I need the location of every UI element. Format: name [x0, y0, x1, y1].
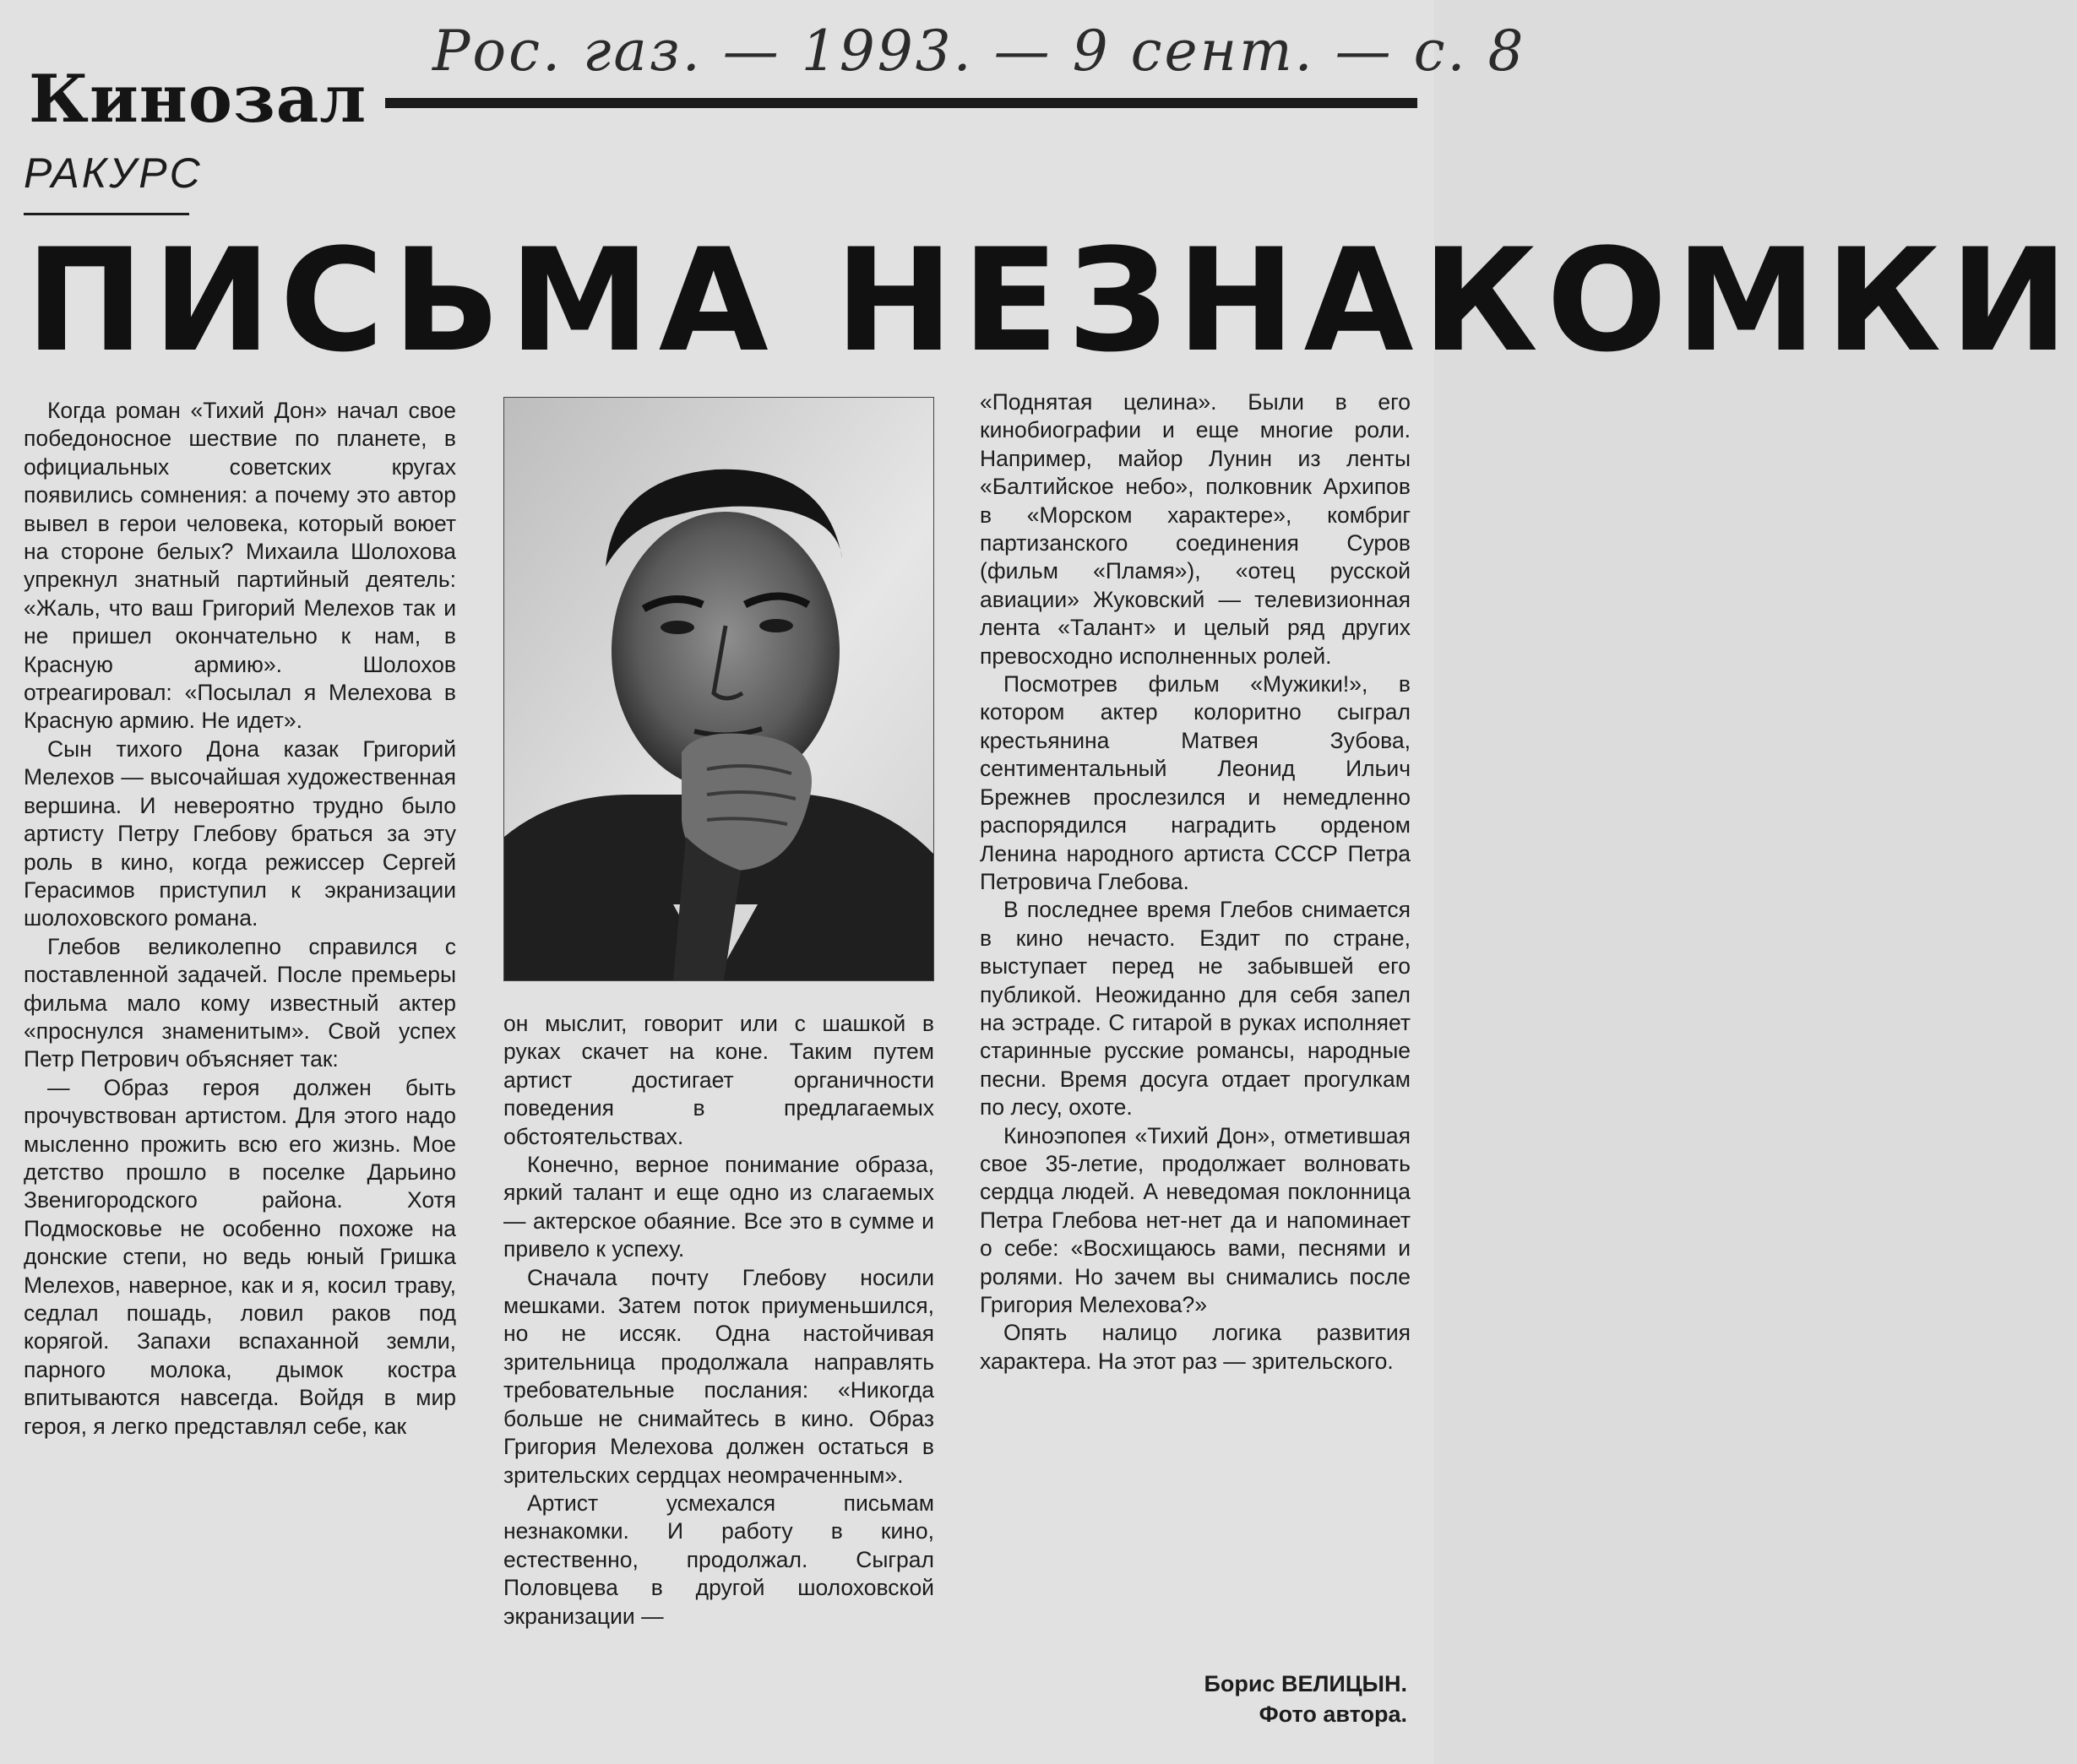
paragraph: Глебов великолепно справился с поставленной задачей. После премьеры фильма мало кому известный актер «проснулся знаменитым». Свой успех Петр Петрович объясняет так:	[24, 933, 456, 1072]
paragraph: Посмотрев фильм «Мужики!», в котором актер колоритно сыграл крестьянина Матвея Зубова, сентиментальный Леонид Ильич Брежнев прослезился и немедленно распорядился наградить орденом Ленина народного артиста СССР Петра Петровича Глебова.	[980, 671, 1411, 894]
article-column-middle	[503, 1010, 934, 1631]
paragraph: Сначала почту Глебову носили мешками. Затем поток приуменьшился, но не иссяк. Одна настойчивая зрительница продолжала направлять требовательные послания: «Никогда больше не снимайтесь в кино. Образ Григория Мелехова должен остаться в зрительских сердцах неомраченным».	[503, 1264, 934, 1488]
paragraph: «Поднятая целина». Были в его кинобиографии и еще многие роли. Например, майор Лунин из ленты «Балтийское небо», полковник Архипов в «Морском характере», комбриг партизанского соединения Суров (фильм «Пламя»), «отец русской авиации» Жуковский — телевизионная лента «Талант» и целый ряд других превосходно исполненных ролей.	[980, 389, 1411, 669]
author-photo	[503, 397, 934, 981]
section-title: Кинозал	[29, 61, 367, 138]
paragraph: — Образ героя должен быть прочувствован артистом. Для этого надо мысленно прожить всю его жизнь. Мое детство прошло в поселке Дарьино Звенигородского района. Хотя Подмосковье не особенно похоже на донские степи, но ведь юный Гришка Мелехов, наверное, как и я, косил траву, седлал пошадь, ловил раков под корягой. Запахи вспаханной земли, парного молока, дымок костра впитываются навсегда. Войдя в мир героя, я легко представлял себе, как	[24, 1074, 456, 1439]
paragraph: Киноэпопея «Тихий Дон», отметившая свое 35-летие, продолжает волновать сердца людей. А неведомая поклонница Петра Глебова нет-нет да и напоминает о себе: «Восхищаюсь вами, песнями и ролями. Но зачем вы снимались после Григория Мелехова?»	[980, 1122, 1411, 1317]
article-column-right	[980, 388, 1411, 1376]
article-column-left	[24, 397, 456, 1441]
headline: ПИСЬМА НЕЗНАКОМКИ	[25, 218, 2077, 383]
rubric-label: РАКУРС	[24, 149, 203, 197]
author-name: Борис ВЕЛИЦЫН.	[1204, 1671, 1407, 1696]
photo-credit: Фото автора.	[1259, 1702, 1407, 1727]
handwritten-source-note: Рос. газ. — 1993. — 9 сент. — с. 8	[432, 19, 1526, 84]
paragraph: Когда роман «Тихий Дон» начал свое победоносное шествие по планете, в официальных советских кругах появились сомнения: а почему это автор вывел в герои человека, который воюет на стороне белых? Михаила Шолохова упрекнул знатный партийный деятель: «Жаль, что ваш Григорий Мелехов так и не пришел окончательно к нам, в Красную армию». Шолохов отреагировал: «Посылал я Мелехова в Красную армию. Не идет».	[24, 398, 456, 734]
paragraph: Конечно, верное понимание образа, яркий талант и еще одно из слагаемых — актерское обаяние. Все это в сумме и привело к успеху.	[503, 1152, 934, 1262]
paragraph: Опять налицо логика развития характера. На этот раз — зрительского.	[980, 1320, 1411, 1374]
byline	[980, 1669, 1407, 1729]
paragraph: Сын тихого Дона казак Григорий Мелехов — высочайшая художественная вершина. И невероятно трудно было артисту Петру Глебову браться за эту роль в кино, когда режиссер Сергей Герасимов приступил к экранизации шолоховского романа.	[24, 735, 456, 931]
section-rule	[385, 98, 1417, 108]
paragraph: Артист усмехался письмам незнакомки. И работу в кино, естественно, продолжал. Сыграл Половцева в другой шолоховской экранизации —	[503, 1490, 934, 1629]
rubric-underline	[24, 213, 189, 215]
paragraph: В последнее время Глебов снимается в кино нечасто. Ездит по стране, выступает перед не забывшей его публикой. Неожиданно для себя запел на эстраде. С гитарой в руках исполняет старинные русские романсы, народные песни. Время досуга отдает прогулкам по лесу, охоте.	[980, 897, 1411, 1121]
paragraph: он мыслит, говорит или с шашкой в руках скачет на коне. Таким путем артист достигает органичности поведения в предлагаемых обстоятельствах.	[503, 1011, 934, 1149]
portrait-photo-image	[504, 398, 933, 980]
